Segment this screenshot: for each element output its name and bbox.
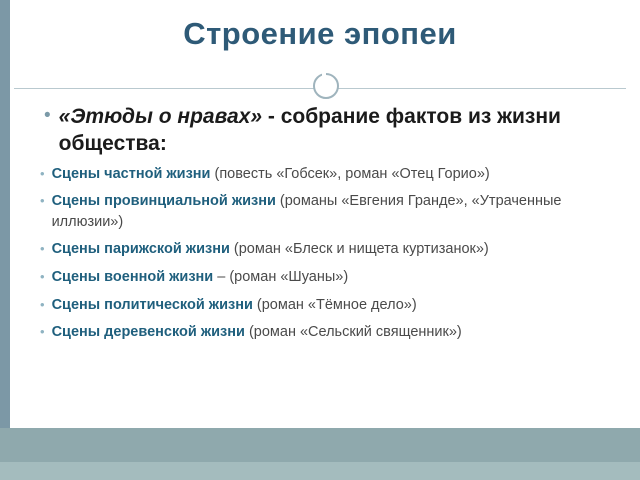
left-accent-bar <box>0 0 10 480</box>
decorative-circle-gap <box>322 66 326 76</box>
bullet-icon: • <box>40 324 45 340</box>
page-title: Строение эпопеи <box>183 16 457 51</box>
list-item-text <box>52 267 620 288</box>
slide-content <box>24 104 620 350</box>
list-item-text <box>52 239 620 260</box>
list-item-detail: (роман «Сельский священник») <box>244 324 462 341</box>
bullet-icon: • <box>40 165 45 181</box>
lead-emphasis: «Этюды о нравах» <box>58 105 263 128</box>
list-item <box>24 322 620 343</box>
list-item-detail: (роман «Блеск и нищета куртизанок») <box>229 241 489 258</box>
bullet-icon: • <box>44 105 51 126</box>
list-item-text <box>52 164 620 185</box>
list-item-term: Сцены частной жизни <box>51 165 211 182</box>
list-item <box>24 267 620 288</box>
list-item-term: Сцены военной жизни <box>51 269 214 286</box>
list-item-text <box>52 322 620 343</box>
footer-band-light <box>0 462 640 480</box>
list-item-term: Сцены парижской жизни <box>51 241 230 258</box>
list-item <box>24 239 620 260</box>
list-item-text <box>52 191 620 232</box>
lead-text <box>59 104 620 158</box>
left-accent-bar-inner <box>10 0 14 480</box>
list-item <box>24 164 620 185</box>
list-item-text <box>52 295 620 316</box>
bullet-icon: • <box>40 241 45 257</box>
lead-paragraph <box>24 104 620 158</box>
list-item-detail: (роман «Тёмное дело») <box>252 296 417 313</box>
scenes-list <box>24 164 620 343</box>
list-item-detail: – (роман «Шуаны») <box>213 269 349 286</box>
bullet-icon: • <box>40 269 45 285</box>
lead-rest: - собрание фактов из жизни общества: <box>58 105 561 155</box>
list-item <box>24 295 620 316</box>
decorative-circle-icon <box>313 73 339 99</box>
list-item-term: Сцены деревенской жизни <box>51 324 245 341</box>
bullet-icon: • <box>40 296 45 312</box>
list-item-detail: (романы «Евгения Гранде», «Утраченные иллюзии») <box>51 193 562 230</box>
list-item-term: Сцены провинциальной жизни <box>51 193 276 210</box>
list-item-term: Сцены политической жизни <box>51 296 253 313</box>
bullet-icon: • <box>40 193 45 209</box>
list-item <box>24 191 620 232</box>
list-item-detail: (повесть «Гобсек», роман «Отец Горио») <box>210 165 490 182</box>
